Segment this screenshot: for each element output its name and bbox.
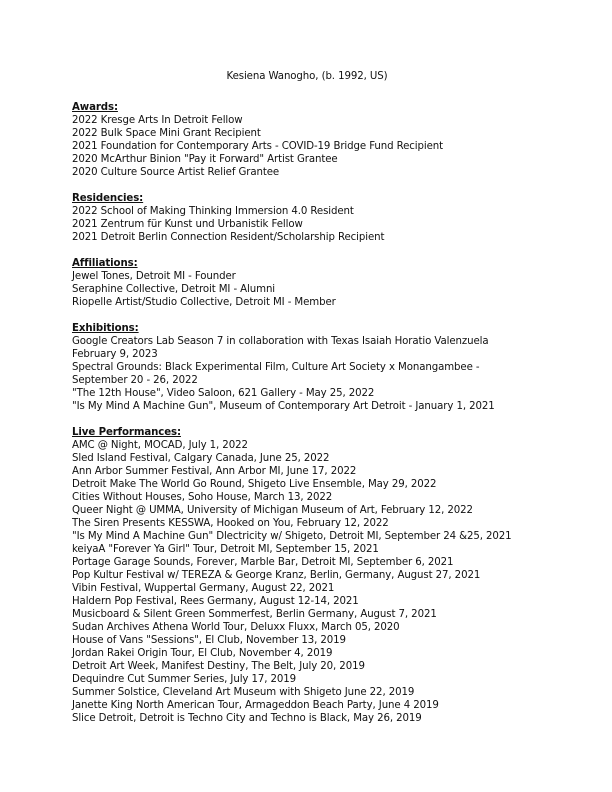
list-item: Sled Island Festival, Calgary Canada, June 25, 2022 <box>72 453 330 464</box>
cv-document <box>72 70 542 738</box>
list-item: Vibin Festival, Wuppertal Germany, August 22, 2021 <box>72 583 335 594</box>
list-item: Haldern Pop Festival, Rees Germany, August 12-14, 2021 <box>72 596 359 607</box>
list-item: Jewel Tones, Detroit MI - Founder <box>72 271 236 282</box>
list-item: "The 12th House", Video Saloon, 621 Gallery - May 25, 2022 <box>72 388 375 399</box>
list-item: "Is My Mind A Machine Gun" Dlectricity w/ Shigeto, Detroit MI, September 24 &25, 2021 <box>72 531 512 542</box>
list-item: Janette King North American Tour, Armageddon Beach Party, June 4 2019 <box>72 700 439 711</box>
live-performances-section <box>72 426 542 725</box>
list-item: Jordan Rakei Origin Tour, El Club, November 4, 2019 <box>72 648 333 659</box>
list-item: AMC @ Night, MOCAD, July 1, 2022 <box>72 440 248 451</box>
list-item: Cities Without Houses, Soho House, March 13, 2022 <box>72 492 333 503</box>
list-item: Queer Night @ UMMA, University of Michigan Museum of Art, February 12, 2022 <box>72 505 473 516</box>
exhibitions-section <box>72 322 542 413</box>
list-item: Seraphine Collective, Detroit MI - Alumni <box>72 284 276 295</box>
list-item: 2022 Kresge Arts In Detroit Fellow <box>72 115 243 126</box>
list-item: Summer Solstice, Cleveland Art Museum with Shigeto June 22, 2019 <box>72 687 415 698</box>
list-item: keiyaA "Forever Ya Girl" Tour, Detroit MI, September 15, 2021 <box>72 544 379 555</box>
list-item: September 20 - 26, 2022 <box>72 375 198 386</box>
list-item: Ann Arbor Summer Festival, Ann Arbor MI, June 17, 2022 <box>72 466 357 477</box>
awards-section <box>72 101 542 179</box>
list-item: 2021 Foundation for Contemporary Arts - COVID-19 Bridge Fund Recipient <box>72 141 444 152</box>
list-item: Pop Kultur Festival w/ TEREZA & George Kranz, Berlin, Germany, August 27, 2021 <box>72 570 481 581</box>
list-item: Portage Garage Sounds, Forever, Marble Bar, Detroit MI, September 6, 2021 <box>72 557 454 568</box>
list-item: 2021 Zentrum für Kunst und Urbanistik Fellow <box>72 219 303 230</box>
list-item: Slice Detroit, Detroit is Techno City and Techno is Black, May 26, 2019 <box>72 713 422 724</box>
list-item: 2022 Bulk Space Mini Grant Recipient <box>72 128 261 139</box>
list-item: Detroit Make The World Go Round, Shigeto Live Ensemble, May 29, 2022 <box>72 479 437 490</box>
list-item: 2021 Detroit Berlin Connection Resident/Scholarship Recipient <box>72 232 385 243</box>
affiliations-section <box>72 257 542 309</box>
section-heading: Live Performances: <box>72 427 181 438</box>
page-title: Kesiena Wanogho, (b. 1992, US) <box>226 71 388 82</box>
list-item: Dequindre Cut Summer Series, July 17, 2019 <box>72 674 297 685</box>
list-item: Spectral Grounds: Black Experimental Film, Culture Art Society x Monangambee - <box>72 362 480 373</box>
residencies-section <box>72 192 542 244</box>
list-item: 2020 Culture Source Artist Relief Grantee <box>72 167 280 178</box>
list-item: Detroit Art Week, Manifest Destiny, The Belt, July 20, 2019 <box>72 661 365 672</box>
list-item: Riopelle Artist/Studio Collective, Detroit MI - Member <box>72 297 336 308</box>
list-item: House of Vans "Sessions", El Club, November 13, 2019 <box>72 635 346 646</box>
list-item: 2022 School of Making Thinking Immersion 4.0 Resident <box>72 206 354 217</box>
section-heading: Affiliations: <box>72 258 138 269</box>
section-heading: Exhibitions: <box>72 323 139 334</box>
list-item: Musicboard & Silent Green Sommerfest, Berlin Germany, August 7, 2021 <box>72 609 437 620</box>
list-item: February 9, 2023 <box>72 349 158 360</box>
list-item: Google Creators Lab Season 7 in collaboration with Texas Isaiah Horatio Valenzuela <box>72 336 489 347</box>
list-item: The Siren Presents KESSWA, Hooked on You, February 12, 2022 <box>72 518 389 529</box>
section-heading: Awards: <box>72 102 118 113</box>
list-item: Sudan Archives Athena World Tour, Deluxx Fluxx, March 05, 2020 <box>72 622 400 633</box>
section-heading: Residencies: <box>72 193 144 204</box>
list-item: "Is My Mind A Machine Gun", Museum of Contemporary Art Detroit - January 1, 2021 <box>72 401 495 412</box>
list-item: 2020 McArthur Binion "Pay it Forward" Artist Grantee <box>72 154 338 165</box>
